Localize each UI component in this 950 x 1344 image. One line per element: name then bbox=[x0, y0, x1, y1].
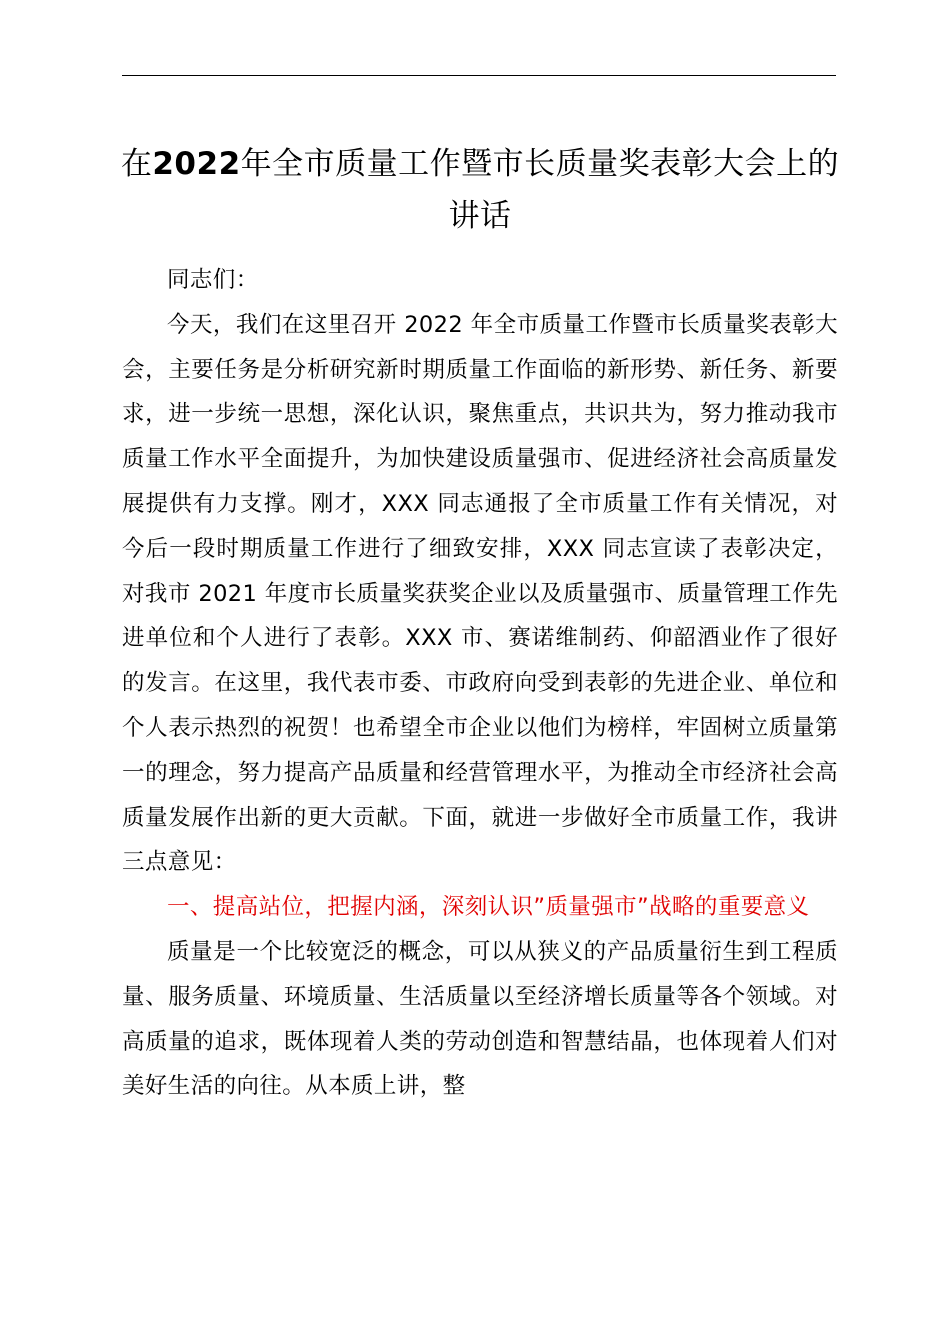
header-rule bbox=[122, 75, 836, 76]
page-title bbox=[110, 138, 850, 242]
document-body bbox=[122, 258, 838, 1109]
title-prefix: 在 bbox=[120, 146, 153, 182]
paragraph-intro: 今天，我们在这里召开 2022 年全市质量工作暨市长质量奖表彰大会，主要任务是分析研究新时期质量工作面临的新形势、新任务、新要求，进一步统一思想，深化认识，聚焦重点，共识共为，努力推动我市质量工作水平全面提升，为加快建设质量强市、促进经济社会高质量发展提供有力支撑。刚才，XXX 同志通报了全市质量工作有关情况，对今后一段时期质量工作进行了细致安排，XXX 同志宣读了表彰决定，对我市 2021 年度市长质量奖获奖企业以及质量强市、质量管理工作先进单位和个人进行了表彰。XXX 市、赛诺维制药、仰韶酒业作了很好的发言。在这里，我代表市委、市政府向受到表彰的先进企业、单位和个人表示热烈的祝贺！也希望全市企业以他们为榜样，牢固树立质量第一的理念，努力提高产品质量和经营管理水平，为推动全市经济社会高质量发展作出新的更大贡献。下面，就进一步做好全市质量工作，我讲三点意见： bbox=[122, 311, 838, 876]
title-year: 2022 bbox=[152, 146, 241, 182]
section-heading-1: 一、提高站位，把握内涵，深刻认识”质量强市”战略的重要意义 bbox=[167, 894, 810, 921]
paragraph-quality: 质量是一个比较宽泛的概念，可以从狭义的产品质量衍生到工程质量、服务质量、环境质量、生活质量以至经济增长质量等各个领域。对高质量的追求，既体现着人类的劳动创造和智慧结晶，也体现着人们对美好生活的向往。从本质上讲，整 bbox=[122, 938, 838, 1100]
title-suffix: 年全市质量工作暨市长质量奖表彰大会上的讲话 bbox=[240, 146, 840, 234]
salutation: 同志们： bbox=[167, 267, 259, 293]
